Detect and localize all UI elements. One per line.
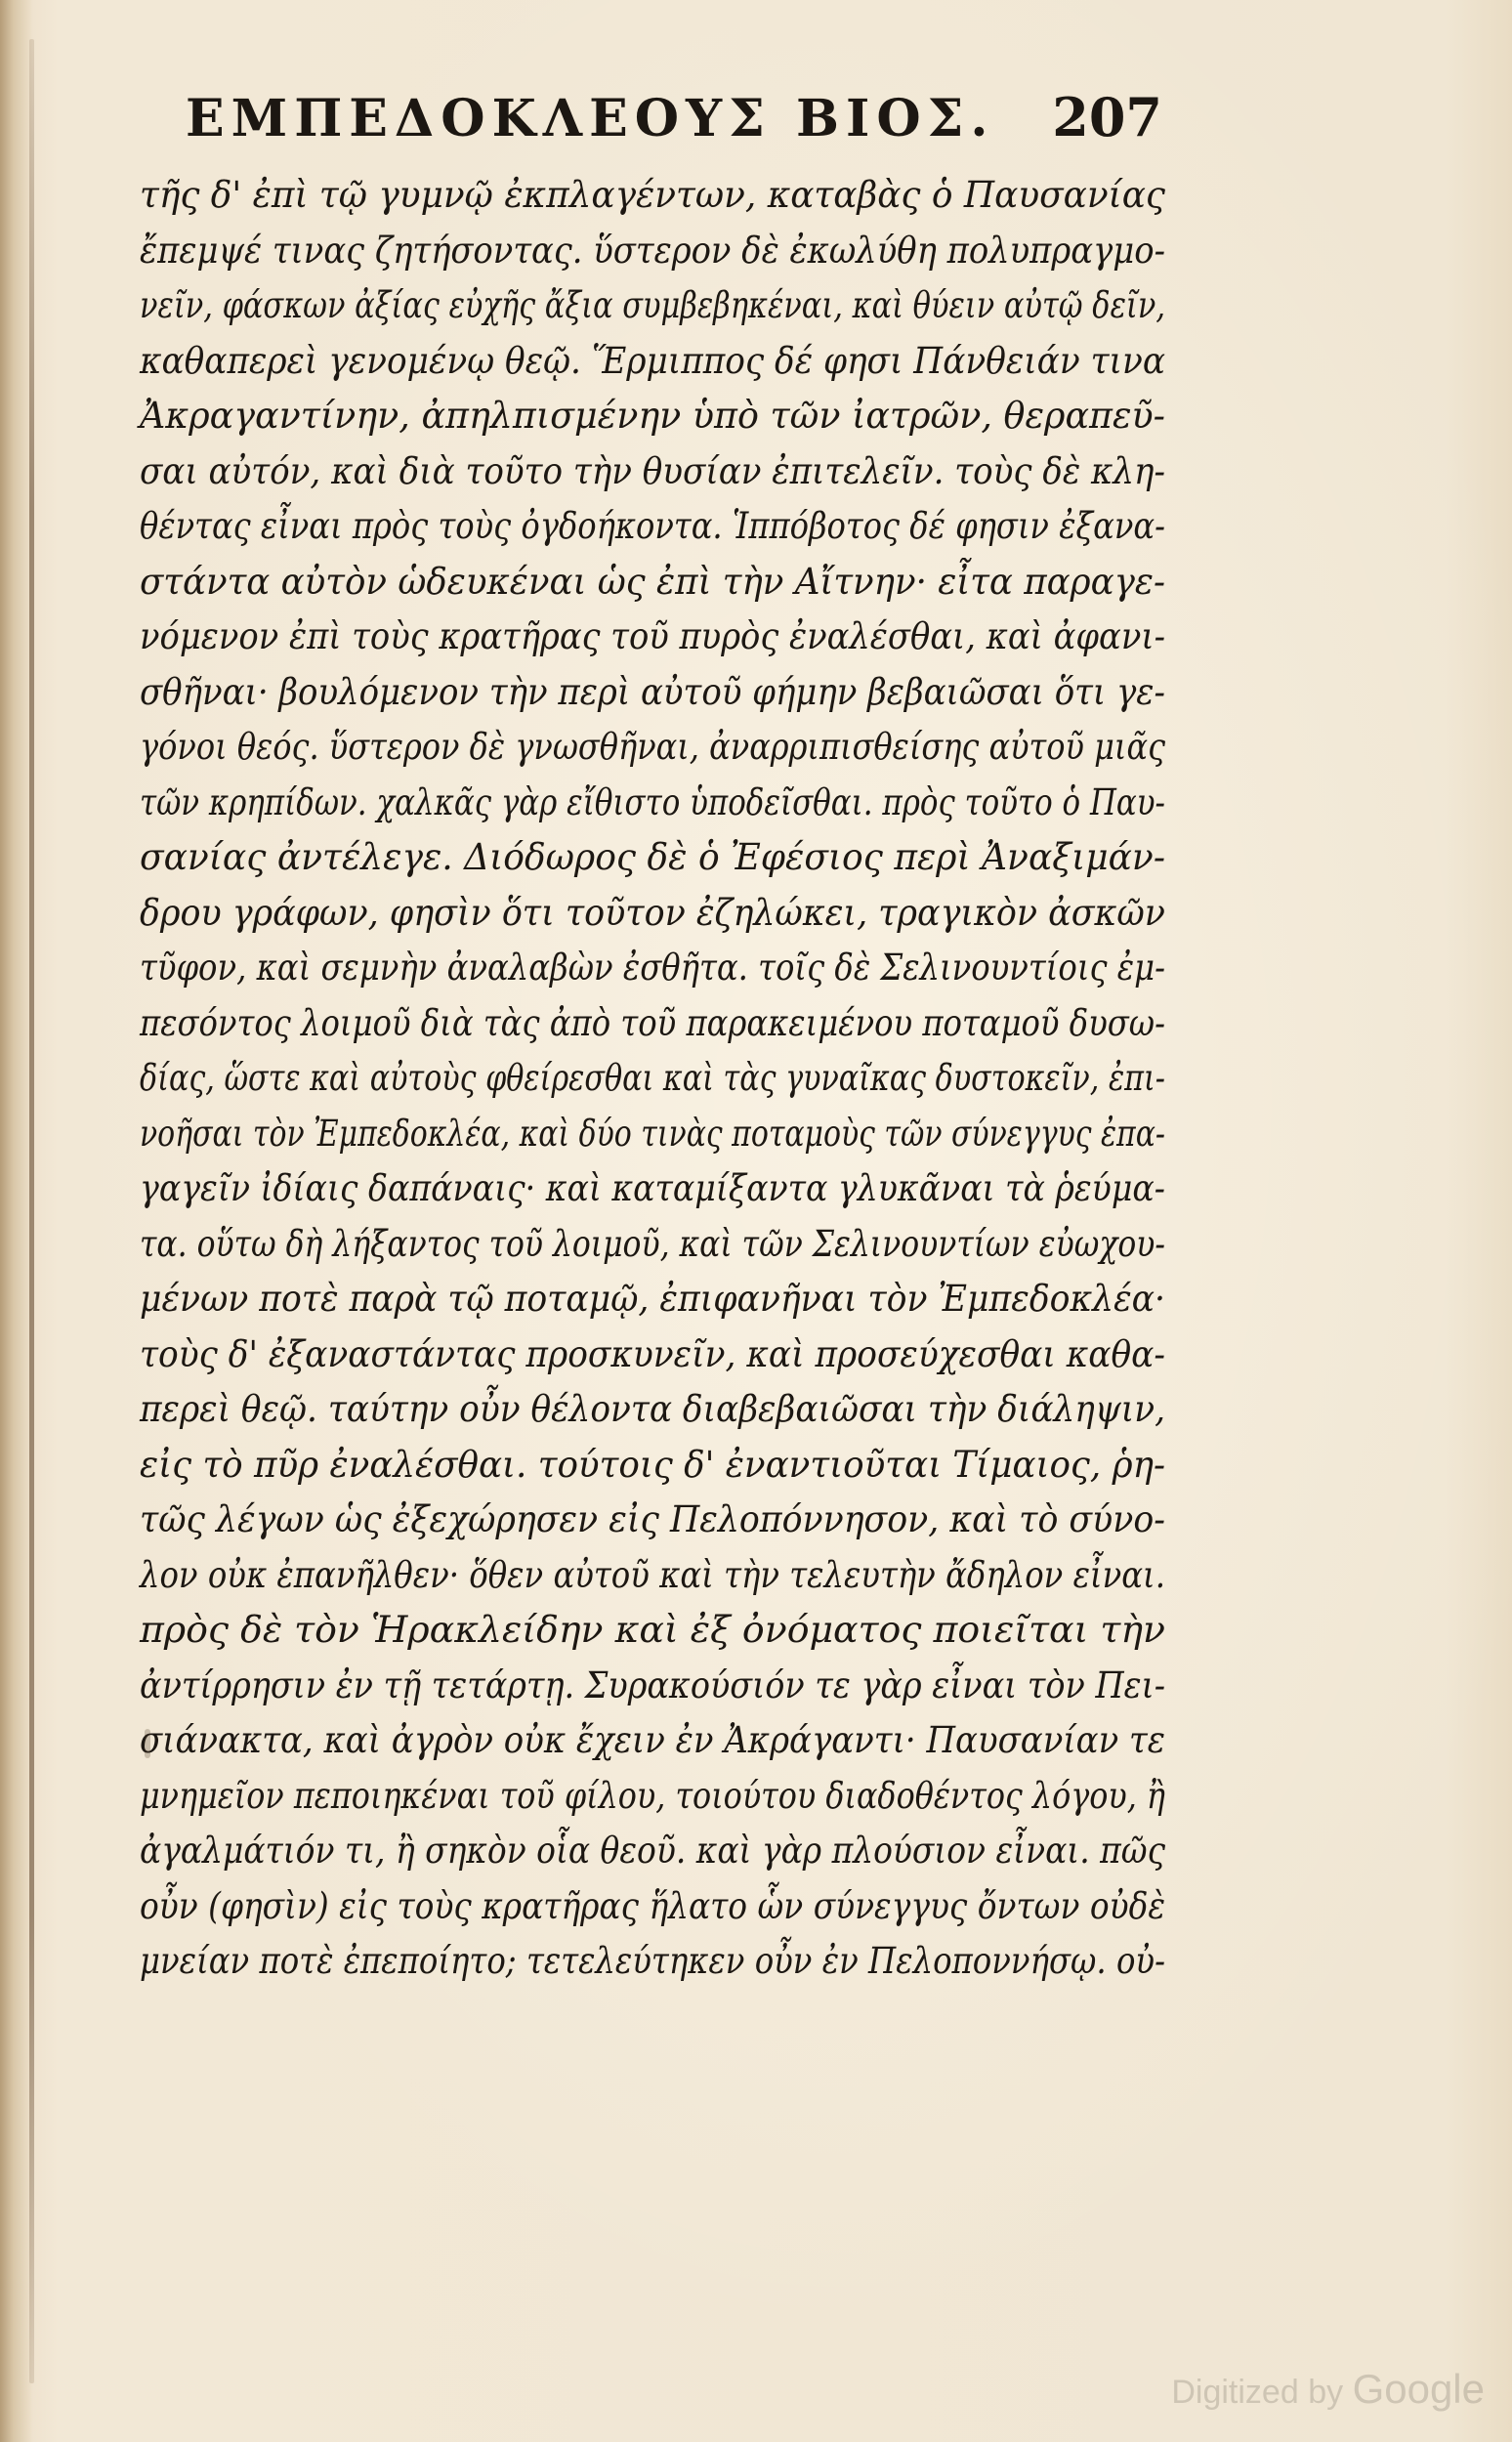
text-line-content: θέντας εἶναι πρὸς τοὺς ὀγδοήκοντα. Ἱππόβοτος δέ φησιν ἐξανα- — [140, 505, 1165, 547]
text-line-content: περεὶ θεῷ. ταύτην οὖν θέλοντα διαβεβαιῶσαι τὴν διάληψιν, — [140, 1388, 1165, 1430]
text-line-content: μνείαν ποτὲ ἐπεποίητο; τετελεύτηκεν οὖν ἐν Πελοποννήσῳ. οὐ- — [140, 1940, 1165, 1982]
text-line-content: μένων ποτὲ παρὰ τῷ ποταμῷ, ἐπιφανῆναι τὸν Ἐμπεδοκλέα· — [140, 1278, 1165, 1320]
text-line — [140, 389, 1165, 444]
text-line-content: οὖν (φησὶν) εἰς τοὺς κρατῆρας ἥλατο ὧν σύνεγγυς ὄντων οὐδὲ — [140, 1884, 1165, 1927]
text-line — [140, 941, 1165, 996]
running-title: ΕΜΠΕΔΟΚΛΕΟΥΣ ΒΙΟΣ. — [186, 89, 995, 148]
text-line — [140, 886, 1165, 942]
text-line-content: πρὸς δὲ τὸν Ἡρακλείδην καὶ ἐξ ὀνόματος ποιεῖται τὴν — [140, 1609, 1165, 1651]
text-line — [140, 1493, 1165, 1548]
body-text — [140, 168, 1165, 1990]
text-line — [140, 224, 1165, 279]
text-line — [140, 1327, 1165, 1383]
text-line-content: τῶν κρηπίδων. χαλκᾶς γὰρ εἴθιστο ὑποδεῖσθαι. πρὸς τοῦτο ὁ Παυ- — [140, 780, 1165, 823]
binding-gutter — [29, 39, 34, 2383]
text-line — [140, 1382, 1165, 1438]
digitization-watermark — [1171, 2366, 1485, 2413]
text-line — [140, 444, 1165, 500]
text-line-content: ἀγαλμάτιόν τι, ἢ σηκὸν οἷα θεοῦ. καὶ γὰρ πλούσιον εἶναι. πῶς — [140, 1830, 1165, 1872]
text-line — [140, 1051, 1165, 1107]
text-line — [140, 1548, 1165, 1604]
text-line-content: ἔπεμψέ τινας ζητήσοντας. ὕστερον δὲ ἐκωλύθη πολυπραγμο- — [140, 229, 1165, 272]
text-line-content: στάντα αὐτὸν ὡδευκέναι ὡς ἐπὶ τὴν Αἴτνην· εἶτα παραγε- — [140, 560, 1165, 603]
text-line-content: σθῆναι· βουλόμενον τὴν περὶ αὐτοῦ φήμην βεβαιῶσαι ὅτι γε- — [140, 670, 1165, 713]
text-line — [140, 1438, 1165, 1494]
text-line — [140, 555, 1165, 610]
text-line-content: Ἀκραγαντίνην, ἀπηλπισμένην ὑπὸ τῶν ἰατρῶν, θεραπεῦ- — [140, 395, 1165, 437]
text-line-content: δίας, ὥστε καὶ αὐτοὺς φθείρεσθαι καὶ τὰς γυναῖκας δυστοκεῖν, ἐπι- — [140, 1057, 1165, 1099]
text-line — [140, 830, 1165, 886]
text-line-content: σαι αὐτόν, καὶ διὰ τοῦτο τὴν θυσίαν ἐπιτελεῖν. τοὺς δὲ κλη- — [140, 449, 1165, 492]
text-line — [140, 499, 1165, 555]
text-line — [140, 1934, 1165, 1990]
text-line-content: ἀντίρρησιν ἐν τῇ τετάρτῃ. Συρακούσιόν τε γὰρ εἶναι τὸν Πει- — [140, 1663, 1165, 1706]
text-line — [140, 776, 1165, 831]
watermark-brand: Google — [1352, 2366, 1485, 2412]
text-line-content: νοῆσαι τὸν Ἐμπεδοκλέα, καὶ δύο τινὰς ποταμοὺς τῶν σύνεγγυς ἐπα- — [140, 1112, 1165, 1155]
text-line — [140, 1272, 1165, 1327]
text-line — [140, 1107, 1165, 1162]
text-line-content: σιάνακτα, καὶ ἀγρὸν οὐκ ἔχειν ἐν Ἀκράγαντι· Παυσανίαν τε — [140, 1719, 1165, 1761]
text-line — [140, 278, 1165, 334]
text-line-content: καθαπερεὶ γενομένῳ θεῷ. Ἕρμιππος δέ φησι Πάνθειάν τινα — [140, 339, 1165, 382]
text-line — [140, 720, 1165, 776]
text-line-content: λον οὐκ ἐπανῆλθεν· ὅθεν αὐτοῦ καὶ τὴν τελευτὴν ἄδηλον εἶναι. — [140, 1553, 1165, 1596]
text-line — [140, 1879, 1165, 1935]
text-line-content: τῦφον, καὶ σεμνὴν ἀναλαβὼν ἐσθῆτα. τοῖς δὲ Σελινουντίοις ἐμ- — [140, 947, 1165, 989]
text-line-content: τῶς λέγων ὡς ἐξεχώρησεν εἰς Πελοπόννησον, καὶ τὸ σύνο- — [140, 1498, 1165, 1540]
text-line — [140, 1824, 1165, 1879]
text-line-content: εἰς τὸ πῦρ ἐναλέσθαι. τούτοις δ' ἐναντιοῦται Τίμαιος, ῥη- — [140, 1443, 1165, 1486]
text-line-content: πεσόντος λοιμοῦ διὰ τὰς ἀπὸ τοῦ παρακειμένου ποταμοῦ δυσω- — [140, 1001, 1165, 1044]
text-line-content: νεῖν, φάσκων ἀξίας εὐχῆς ἄξια συμβεβηκέναι, καὶ θύειν αὐτῷ δεῖν, — [140, 284, 1165, 326]
text-line-content: γόνοι θεός. ὕστερον δὲ γνωσθῆναι, ἀναρριπισθείσης αὐτοῦ μιᾶς — [140, 726, 1165, 768]
text-line-content: τα. οὕτω δὴ λήξαντος τοῦ λοιμοῦ, καὶ τῶν Σελινουντίων εὐωχου- — [140, 1222, 1165, 1265]
text-line-content: γαγεῖν ἰδίαις δαπάναις· καὶ καταμίξαντα γλυκᾶναι τὰ ῥεύμα- — [140, 1167, 1165, 1209]
watermark-prefix: Digitized by — [1171, 2374, 1344, 2411]
text-line-content: νόμενον ἐπὶ τοὺς κρατῆρας τοῦ πυρὸς ἐναλέσθαι, καὶ ἀφανι- — [140, 615, 1165, 657]
text-line — [140, 334, 1165, 390]
text-line-content: σανίας ἀντέλεγε. Διόδωρος δὲ ὁ Ἐφέσιος περὶ Ἀναξιμάν- — [140, 836, 1165, 878]
text-line — [140, 1769, 1165, 1825]
text-line — [140, 996, 1165, 1052]
text-line — [140, 1659, 1165, 1714]
text-line — [140, 168, 1165, 224]
text-line-content: τῆς δ' ἐπὶ τῷ γυμνῷ ἐκπλαγέντων, καταβὰς ὁ Παυσανίας — [140, 174, 1165, 216]
page-header — [186, 86, 1162, 154]
text-line-content: δρου γράφων, φησὶν ὅτι τοῦτον ἐζηλώκει, τραγικὸν ἀσκῶν — [140, 891, 1165, 934]
text-line-content: τοὺς δ' ἐξαναστάντας προσκυνεῖν, καὶ προσεύχεσθαι καθα- — [140, 1332, 1165, 1375]
text-line — [140, 1217, 1165, 1273]
ink-mark — [145, 1729, 150, 1758]
text-line — [140, 665, 1165, 721]
text-line — [140, 1603, 1165, 1659]
text-line-content: μνημεῖον πεποιηκέναι τοῦ φίλου, τοιούτου διαδοθέντος λόγου, ἢ — [140, 1774, 1165, 1817]
page-number: 207 — [1052, 86, 1162, 148]
text-line — [140, 1713, 1165, 1769]
text-line — [140, 1161, 1165, 1217]
text-line — [140, 610, 1165, 665]
